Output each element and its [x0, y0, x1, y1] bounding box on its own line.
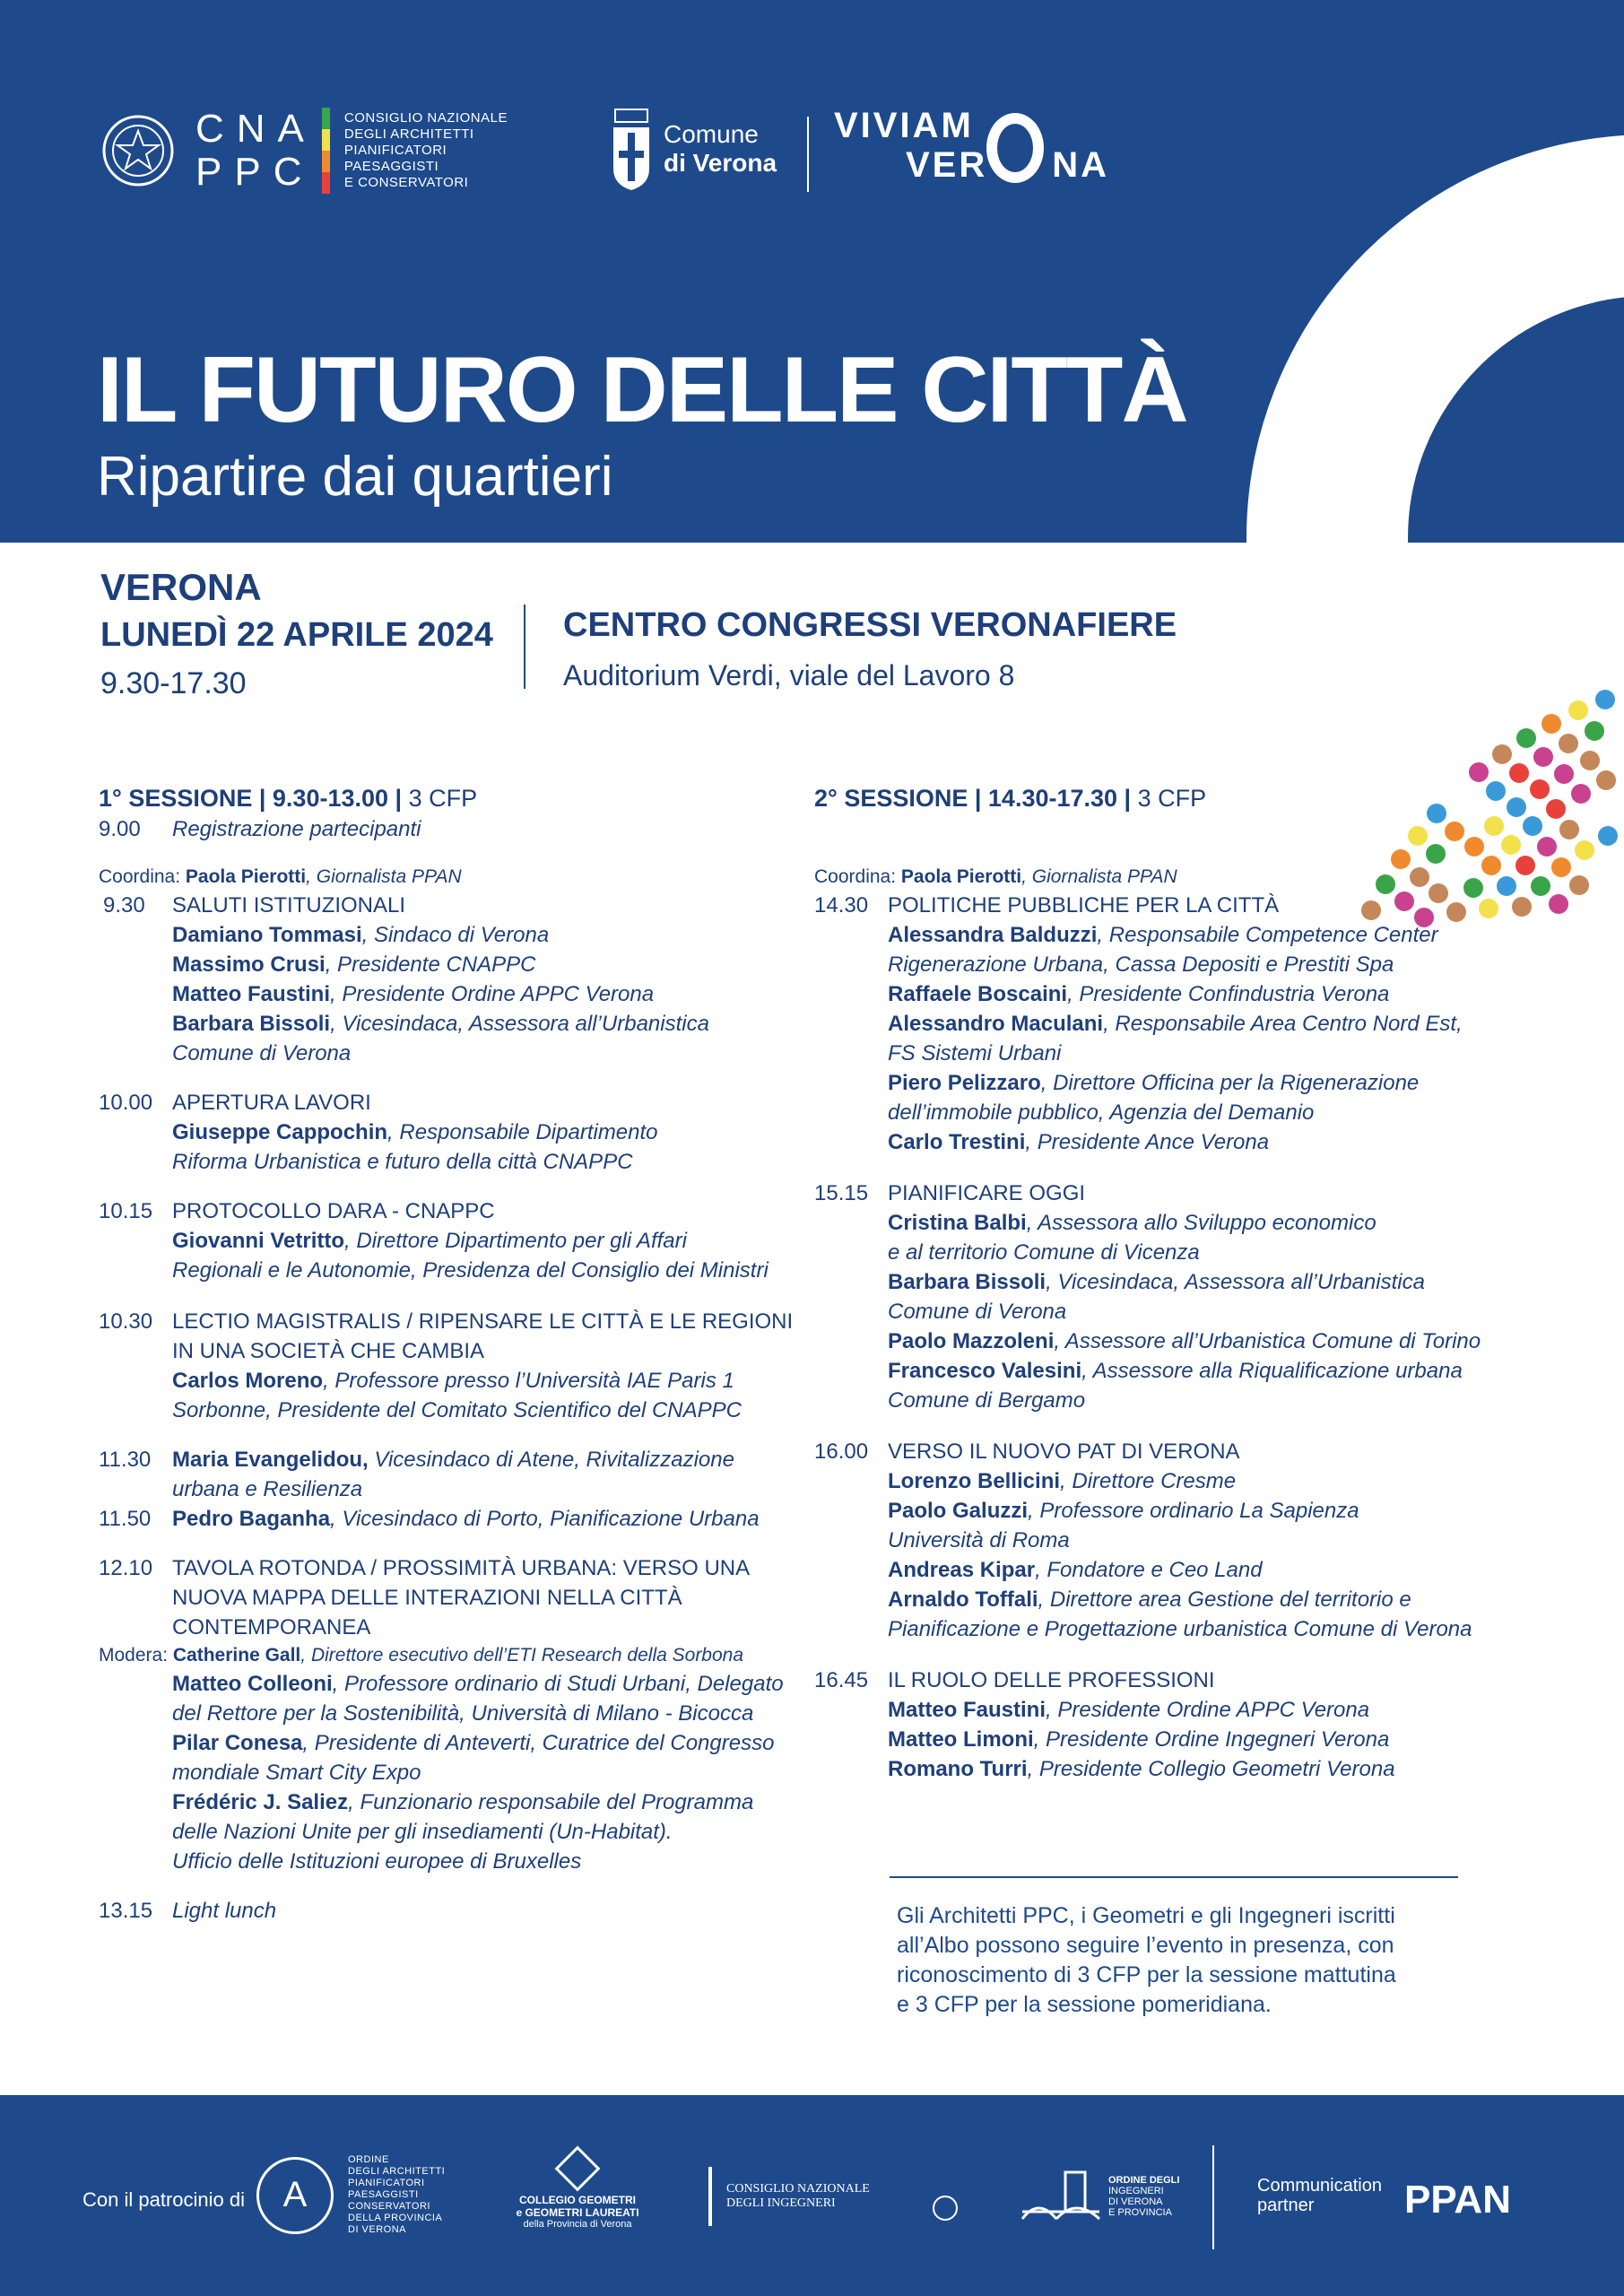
item-title: NUOVA MAPPA DELLE INTERAZIONI NELLA CITTÀ — [172, 1586, 682, 1610]
program-item — [99, 1896, 789, 1926]
ingvr-line: ORDINE DEGLI — [1108, 2175, 1180, 2186]
communication-partner-label — [1257, 2176, 1382, 2215]
decorative-dot — [1507, 797, 1526, 817]
speaker — [888, 979, 1496, 1009]
speaker-role: , Professore ordinario La Sapienza — [1028, 1499, 1359, 1523]
cni-bar-icon — [708, 2167, 712, 2226]
speaker-role: , Assessore alla Riqualificazione urbana — [1081, 1359, 1463, 1383]
event-city: VERONA — [100, 566, 262, 608]
geometri-line: COLLEGIO GEOMETRI — [518, 2194, 636, 2206]
comune-verona-logo — [610, 106, 777, 192]
item-time: 16.45 — [814, 1668, 869, 1692]
viviamo-o-ring-icon — [986, 113, 1044, 183]
speaker-role: , Sindaco di Verona — [361, 923, 550, 947]
speaker-name: Lorenzo Bellicini — [888, 1469, 1061, 1493]
event-time: 9.30-17.30 — [100, 666, 247, 700]
cni-line: DEGLI INGEGNERI — [726, 2196, 836, 2210]
speaker-name: Matteo Faustini — [888, 1698, 1046, 1722]
decorative-dot — [1571, 784, 1591, 804]
ordine-line: DELLA PROVINCIA — [348, 2213, 443, 2223]
ordine-line: CONSERVATORI — [348, 2201, 430, 2212]
speaker-name: Giovanni Vetritto — [172, 1229, 345, 1253]
speaker — [172, 979, 789, 1009]
cnappc-name-line: PIANIFICATORI — [343, 143, 447, 158]
speaker-role-cont: FS Sistemi Urbani — [888, 1041, 1062, 1065]
decorative-dot — [1501, 835, 1521, 855]
session2-heading — [814, 782, 1496, 814]
program-item — [99, 1196, 789, 1285]
cfp-info — [897, 1901, 1471, 2020]
coord-label: Coordina: — [99, 866, 181, 887]
coord-role: , Giornalista PPAN — [1021, 866, 1177, 887]
decorative-dot — [1559, 820, 1579, 839]
speaker — [172, 1009, 789, 1039]
item-time: 16.00 — [814, 1439, 869, 1464]
event-divider — [524, 604, 525, 689]
decorative-dot — [1546, 799, 1566, 819]
verona-shield-icon — [610, 106, 653, 192]
ordine-line: PIANIFICATORI — [348, 2178, 425, 2188]
speaker — [888, 1725, 1496, 1754]
speaker — [888, 920, 1496, 950]
speaker-name: Barbara Bissoli — [888, 1270, 1046, 1294]
speaker-role: , Vicesindaca, Assessora all’Urbanistica — [330, 1012, 709, 1036]
item-title: IL RUOLO DELLE PROFESSIONI — [888, 1668, 1215, 1692]
item-time: 11.50 — [99, 1507, 152, 1531]
decorative-dot — [1515, 856, 1535, 875]
decorative-dot — [1530, 779, 1550, 799]
decorative-dot — [1596, 770, 1616, 790]
event-address: Auditorium Verdi, viale del Lavoro 8 — [563, 659, 1015, 691]
speaker — [888, 1496, 1496, 1526]
modera-label: Modera: — [99, 1645, 169, 1665]
session1-title: 1° SESSIONE | 9.30-13.00 | — [99, 785, 403, 812]
speaker-role-cont: Università di Roma — [888, 1528, 1070, 1552]
decorative-dot — [1551, 857, 1571, 877]
program-item — [99, 1669, 789, 1876]
item-time: 12.10 — [99, 1556, 153, 1580]
item-time: 10.15 — [99, 1199, 153, 1223]
session1-coordinator — [99, 864, 789, 891]
coord-name: Paola Pierotti — [185, 866, 307, 887]
cfp-info-line: e 3 CFP per la sessione pomeridiana. — [897, 1992, 1272, 2017]
speaker — [172, 950, 789, 979]
speaker-role: , Funzionario responsabile del Programma — [348, 1790, 754, 1814]
speaker-name: Damiano Tommasi — [172, 923, 362, 947]
speaker-role-cont: Comune di Bergamo — [888, 1388, 1086, 1413]
speaker-name: Andreas Kipar — [888, 1558, 1036, 1582]
speaker — [172, 1366, 793, 1396]
item-title: LECTIO MAGISTRALIS / RIPENSARE LE CITTÀ E LE REGIONI — [172, 1309, 794, 1334]
speaker-name: Piero Pelizzaro — [888, 1071, 1041, 1095]
decorative-dot — [1598, 826, 1618, 846]
logo-divider — [807, 117, 809, 192]
speaker-role-cont: Comune di Verona — [172, 1041, 352, 1065]
cnappc-name-line: CONSIGLIO NAZIONALE — [343, 110, 508, 126]
speaker-role: , Vicesindaco di Porto, Pianificazione Urbana — [330, 1507, 760, 1531]
decorative-dot — [1569, 875, 1589, 895]
speaker-name: Giuseppe Cappochin — [172, 1120, 388, 1144]
speaker-name: Frédéric J. Saliez — [172, 1790, 349, 1814]
comune-line2: di Verona — [664, 149, 777, 177]
moderator-role: , Direttore esecutivo dell’ETI Research della Sorbona — [300, 1645, 744, 1665]
speaker — [172, 1728, 789, 1758]
decorative-dot — [1554, 764, 1574, 784]
speaker — [172, 1504, 789, 1534]
program-item — [99, 1504, 789, 1534]
ingvr-line: E PROVINCIA — [1108, 2207, 1172, 2218]
program-item — [99, 814, 789, 844]
item-title: SALUTI ISTITUZIONALI — [172, 893, 406, 918]
decorative-arc — [1246, 135, 1624, 543]
footer-divider — [1212, 2145, 1214, 2249]
program-item — [814, 1437, 1496, 1644]
speaker-name: Cristina Balbi — [888, 1211, 1027, 1235]
session1-column — [99, 782, 794, 1926]
speaker — [888, 1208, 1496, 1238]
speaker — [888, 1326, 1496, 1356]
decorative-dot — [1580, 751, 1600, 770]
decorative-dot — [1512, 897, 1532, 917]
speaker — [172, 1445, 789, 1474]
italian-republic-emblem-icon — [100, 108, 176, 194]
speaker-role-cont: Rigenerazione Urbana, Cassa Depositi e Prestiti Spa — [888, 952, 1394, 977]
decorative-dot — [1595, 690, 1615, 709]
speaker — [888, 1466, 1496, 1496]
collegio-geometri-logo — [499, 2152, 656, 2231]
decorative-dot — [1537, 837, 1557, 857]
ordine-a-icon: A — [256, 2157, 334, 2234]
speaker-name: Matteo Limoni — [888, 1727, 1034, 1752]
speaker-role-cont: mondiale Smart City Expo — [172, 1761, 421, 1785]
item-time: 10.30 — [99, 1309, 153, 1334]
speaker-role: , Direttore area Gestione del territorio e — [1038, 1587, 1411, 1612]
speaker — [888, 1754, 1496, 1784]
session1-cfp: 3 CFP — [408, 785, 478, 812]
ppan-logo: PPAN — [1404, 2178, 1511, 2222]
page-subtitle: Ripartire dai quartieri — [97, 446, 613, 508]
item-time: 15.15 — [814, 1181, 869, 1205]
item-time: 9.00 — [99, 817, 141, 841]
cnappc-logo — [100, 108, 508, 194]
geometri-line: e GEOMETRI LAUREATI — [516, 2206, 639, 2219]
event-date: LUNEDÌ 22 APRILE 2024 — [100, 616, 493, 654]
comm-line: Communication — [1257, 2176, 1382, 2196]
speaker-role: , Direttore Cresme — [1060, 1469, 1237, 1493]
speaker-name: Matteo Faustini — [172, 982, 331, 1006]
event-venue: CENTRO CONGRESSI VERONAFIERE — [563, 606, 1177, 644]
decorative-dot — [1533, 747, 1553, 767]
decorative-dot — [1559, 734, 1578, 753]
speaker-name: Alessandro Maculani — [888, 1012, 1104, 1036]
session2-coordinator — [814, 864, 1496, 891]
speaker — [888, 1267, 1496, 1297]
speaker-name: Arnaldo Toffali — [888, 1587, 1038, 1612]
speaker — [172, 920, 789, 950]
decorative-dot — [1541, 714, 1561, 734]
moderator-name: Catherine Gall — [172, 1645, 301, 1665]
speaker-name: Pedro Baganha — [172, 1507, 331, 1531]
bridge-tower-icon — [1020, 2167, 1101, 2226]
program-item — [814, 891, 1496, 1157]
cnappc-color-bar — [322, 108, 330, 194]
speaker-name: Matteo Colleoni — [172, 1672, 333, 1696]
speaker-role: , Presidente Ance Verona — [1025, 1130, 1270, 1154]
speaker-role: , Presidente Ordine Ingegneri Verona — [1033, 1727, 1390, 1752]
coord-label: Coordina: — [814, 866, 897, 887]
speaker-name: Alessandra Balduzzi — [888, 923, 1098, 947]
speaker-role-cont: Regionali e le Autonomie, Presidenza del Consiglio dei Ministri — [172, 1258, 769, 1283]
header-banner — [0, 0, 1624, 543]
cnappc-letters-line1: CNA — [195, 107, 317, 151]
speaker-role-cont: Pianificazione e Progettazione urbanistica Comune di Verona — [888, 1617, 1472, 1641]
speaker — [888, 1585, 1496, 1614]
speaker — [172, 1669, 789, 1699]
cfp-info-line: Gli Architetti PPC, i Geometri e gli Ingegneri iscritti — [897, 1903, 1395, 1928]
program-item — [99, 1307, 794, 1425]
speaker-role-cont: del Rettore per la Sostenibilità, Università di Milano - Bicocca — [172, 1701, 754, 1726]
speaker-role: , Direttore Officina per la Rigenerazione — [1040, 1071, 1420, 1095]
decorative-dot — [1549, 894, 1568, 914]
decorative-dot — [1523, 816, 1542, 836]
comune-line1: Comune — [664, 120, 759, 148]
speaker-role: , Responsabile Dipartimento — [387, 1120, 658, 1144]
speaker-name: Raffaele Boscaini — [888, 982, 1068, 1006]
speaker-role-cont: delle Nazioni Unite per gli insediamenti (Un-Habitat). — [172, 1820, 673, 1844]
speaker-role-cont: urbana e Resilienza — [172, 1477, 363, 1501]
program-item — [99, 1445, 789, 1504]
decorative-dot — [1469, 762, 1489, 782]
speaker — [888, 1695, 1496, 1725]
geometri-diamond-icon — [555, 2146, 601, 2192]
cnappc-name-line: DEGLI ARCHITETTI — [343, 126, 474, 142]
speaker-role: , Presidente Confindustria Verona — [1067, 982, 1390, 1006]
decorative-dot — [1568, 700, 1588, 720]
item-time: 9.30 — [103, 893, 145, 918]
decorative-dot — [1575, 840, 1594, 860]
ordine-ingegneri-verona-logo — [1020, 2167, 1179, 2226]
decorative-dot — [1492, 744, 1512, 764]
speaker-role: , Responsabile Competence Center — [1097, 923, 1438, 947]
decorative-dot — [1531, 876, 1550, 896]
item-time: 14.30 — [814, 893, 869, 918]
item-title: PIANIFICARE OGGI — [888, 1181, 1086, 1205]
item-title: POLITICHE PUBBLICHE PER LA CITTÀ — [888, 893, 1280, 918]
footer — [0, 2095, 1624, 2296]
speaker-name: Massimo Crusi — [172, 952, 326, 977]
coord-role: , Giornalista PPAN — [306, 866, 462, 887]
ordine-line: DI VERONA — [348, 2224, 407, 2235]
speaker-role: , Direttore Dipartimento per gli Affari — [344, 1229, 687, 1253]
speaker-role: , Presidente Ordine APPC Verona — [330, 982, 655, 1006]
speaker-role: Vicesindaco di Atene, Rivitalizzazione — [368, 1448, 734, 1472]
decorative-dot — [1585, 721, 1604, 741]
item-title: TAVOLA ROTONDA / PROSSIMITÀ URBANA: VERSO UNA — [172, 1556, 751, 1580]
item-title: PROTOCOLLO DARA - CNAPPC — [172, 1199, 495, 1223]
program-item — [814, 1665, 1496, 1784]
speaker-name: Paolo Mazzoleni — [888, 1329, 1055, 1353]
speaker-role: , Presidente Ordine APPC Verona — [1046, 1698, 1370, 1722]
item-title: APERTURA LAVORI — [172, 1091, 371, 1115]
speaker-name: Francesco Valesini — [888, 1359, 1082, 1383]
viviamo-line1: VIVIAM — [834, 106, 974, 145]
comm-line: partner — [1257, 2196, 1315, 2215]
speaker-role-cont: e al territorio Comune di Vicenza — [888, 1240, 1200, 1265]
ordine-line: PAESAGGISTI — [348, 2189, 419, 2200]
speaker — [888, 1009, 1496, 1039]
ingvr-line: INGEGNERI — [1108, 2186, 1164, 2196]
item-text: Registrazione partecipanti — [172, 817, 421, 841]
cnappc-name-line: E CONSERVATORI — [343, 175, 469, 190]
speaker-role: , Assessora allo Sviluppo economico — [1026, 1211, 1376, 1235]
speaker — [888, 1068, 1496, 1098]
republic-seal-icon — [933, 2196, 958, 2221]
viviamo-line2: VER — [906, 145, 988, 185]
speaker-role: , Presidente di Anteverti, Curatrice del Congresso — [302, 1731, 775, 1755]
speaker-role-cont: dell’immobile pubblico, Agenzia del Demanio — [888, 1100, 1315, 1125]
speaker-role-cont: Riforma Urbanistica e futuro della città CNAPPC — [172, 1150, 633, 1174]
cnappc-name-line: PAESAGGISTI — [343, 159, 439, 174]
item-title: IN UNA SOCIETÀ CHE CAMBIA — [172, 1339, 485, 1363]
speaker-role: , Professore presso l’Università IAE Paris 1 — [323, 1369, 734, 1393]
item-time: 11.30 — [99, 1448, 152, 1472]
speaker-role-cont: Sorbonne, Presidente del Comitato Scientifico del CNAPPC — [172, 1398, 742, 1422]
cnappc-letters-line2: PPC — [195, 150, 315, 194]
geometri-line: della Provincia di Verona — [523, 2219, 632, 2230]
session1-heading — [99, 782, 789, 814]
speaker-name: Maria Evangelidou, — [172, 1448, 369, 1472]
decorative-dot — [1497, 876, 1516, 896]
cfp-info-line: riconoscimento di 3 CFP per la sessione mattutina — [897, 1962, 1396, 1987]
speaker-role: , Assessore all’Urbanistica Comune di Torino — [1054, 1329, 1481, 1353]
speaker-role: , Vicesindaca, Assessora all’Urbanistica — [1046, 1270, 1425, 1294]
item-time: 10.00 — [99, 1091, 153, 1115]
ordine-line: ORDINE — [348, 2154, 389, 2165]
item-title: VERSO IL NUOVO PAT DI VERONA — [888, 1439, 1240, 1464]
speaker-name: Paolo Galuzzi — [888, 1499, 1029, 1523]
speaker — [172, 1118, 789, 1147]
session1-moderator — [99, 1642, 789, 1669]
speaker-name: Carlos Moreno — [172, 1369, 324, 1393]
patronage-label: Con il patrocinio di — [83, 2188, 245, 2211]
viviamo-line2-end: NA — [1052, 145, 1110, 185]
cni-line: CONSIGLIO NAZIONALE — [726, 2182, 870, 2196]
cni-logo — [708, 2167, 870, 2226]
speaker — [172, 1787, 789, 1817]
session2-cfp: 3 CFP — [1137, 785, 1207, 812]
speaker — [172, 1226, 789, 1256]
speaker — [888, 1356, 1496, 1386]
program-item — [814, 1178, 1496, 1415]
page-title: IL FUTURO DELLE CITTÀ — [97, 338, 1187, 442]
item-time: 13.15 — [99, 1899, 153, 1923]
speaker-role: , Presidente CNAPPC — [325, 952, 536, 977]
info-divider — [890, 1876, 1458, 1878]
viviamo-verona-logo — [834, 106, 1109, 185]
speaker-role: , Presidente Collegio Geometri Verona — [1027, 1757, 1395, 1781]
speaker-role-cont: Ufficio delle Istituzioni europee di Bruxelles — [172, 1849, 582, 1874]
program-item — [99, 891, 789, 1068]
decorative-dot — [1516, 728, 1536, 748]
speaker-name: Barbara Bissoli — [172, 1012, 331, 1036]
item-text: Light lunch — [172, 1899, 277, 1923]
program-item — [99, 1088, 789, 1177]
speaker-name: Pilar Conesa — [172, 1731, 303, 1755]
ingvr-line: DI VERONA — [1108, 2196, 1163, 2207]
coord-name: Paola Pierotti — [900, 866, 1022, 887]
session2-title: 2° SESSIONE | 14.30-17.30 | — [814, 785, 1132, 812]
ordine-line: DEGLI ARCHITETTI — [348, 2166, 446, 2177]
speaker — [888, 1127, 1496, 1157]
decorative-dot — [1509, 763, 1529, 783]
item-title: CONTEMPORANEA — [172, 1615, 371, 1639]
speaker-role-cont: Comune di Verona — [888, 1300, 1067, 1324]
speaker-name: Carlo Trestini — [888, 1130, 1026, 1154]
speaker-name: Romano Turri — [888, 1757, 1028, 1781]
cnappc-full-name — [344, 110, 508, 191]
speaker-role: , Responsabile Area Centro Nord Est, — [1103, 1012, 1463, 1036]
cfp-info-line: all’Albo possono seguire l’evento in presenza, con — [897, 1933, 1394, 1958]
speaker-role: , Professore ordinario di Studi Urbani, Delegato — [332, 1672, 784, 1696]
session2-column — [814, 782, 1496, 1784]
speaker — [888, 1555, 1496, 1585]
speaker-role: , Fondatore e Ceo Land — [1035, 1558, 1263, 1582]
ordine-architetti-verona-logo — [256, 2154, 445, 2236]
program-item — [99, 1553, 789, 1642]
